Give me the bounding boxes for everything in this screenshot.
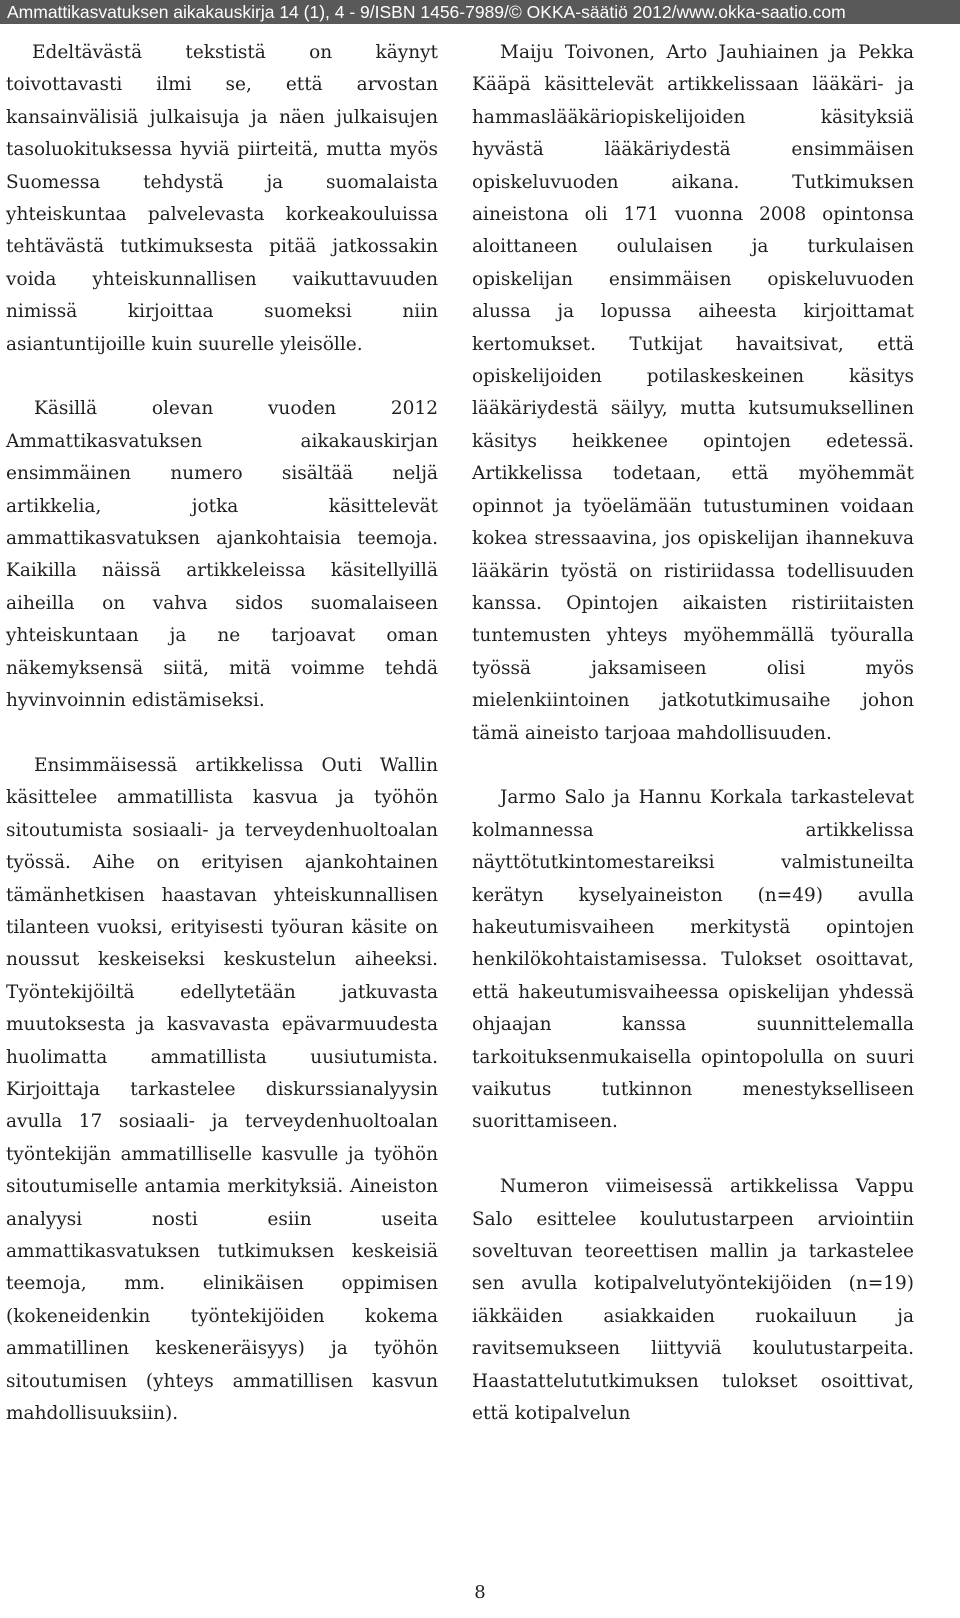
left-text-column [6,37,438,1463]
paragraph: Numeron viimeisessä artikkelissa Vappu Salo esittelee koulutustarpeen arviointiin soveltuvan teoreettisen mallin ja tarkastelee sen avulla kotipalvelutyöntekijöiden (n=19) iäkkäiden asiakkaiden ruokailuun ja ravitsemukseen liittyviä koulutustarpeita. Haastattelututkimuksen tulokset osoittivat, että kotipalvelun [472,1176,914,1425]
journal-header-bar [0,0,960,24]
paragraph: Käsillä olevan vuoden 2012 Ammattikasvatuksen aikakauskirjan ensimmäinen numero sisältää neljä artikkelia, jotka käsittelevät ammattikasvatuksen ajankohtaisia teemoja. Kaikilla näissä artikkeleissa käsitellyillä aiheilla on vahva sidos suomalaiseen yhteiskuntaan ja ne tarjoavat oman näkemyksensä siitä, mitä voimme tehdä hyvinvoinnin edistämiseksi. [6,398,438,712]
page-number: 8 [474,1582,486,1603]
journal-header-text: Ammattikasvatuksen aikakauskirja 14 (1), 4 - 9/ISBN 1456-7989/© OKKA-säätiö 2012/www.okka-saatio.com [7,2,846,22]
paragraph: Edeltävästä tekstistä on käynyt toivottavasti ilmi se, että arvostan kansainvälisiä julkaisuja ja näen julkaisujen tasoluokituksessa hyviä piirteitä, mutta myös Suomessa tehdystä ja suomalaista yhteiskuntaa palvelevasta korkeakouluissa tehtävästä tutkimuksesta pitää jatkossakin voida yhteiskunnallisen vaikuttavuuden nimissä kirjoittaa suomeksi niin asiantuntijoille kuin suurelle yleisölle. [6,42,438,355]
paragraph: Jarmo Salo ja Hannu Korkala tarkastelevat kolmannessa artikkelissa näyttötutkintomestareiksi valmistuneilta kerätyn kyselyaineiston (n=49) avulla hakeutumisvaiheen merkitystä opintojen henkilökohtaistamisessa. Tulokset osoittavat, että hakeutumisvaiheessa opiskelijan yhdessä ohjaajan kanssa suunnittelemalla tarkoituksenmukaisella opintopolulla on suuri vaikutus tutkinnon menestykselliseen suorittamiseen. [472,787,914,1133]
paragraph: Ensimmäisessä artikkelissa Outi Wallin käsittelee ammatillista kasvua ja työhön sitoutumista sosiaali- ja terveydenhuoltoalan työssä. Aihe on erityisen ajankohtainen tämänhetkisen haastavan yhteiskunnallisen tilanteen vuoksi, erityisesti työuran käsite on noussut keskeiseksi keskustelun aiheeksi. Työntekijöiltä edellytetään jatkuvasta muutoksesta ja kasvavasta epävarmuudesta huolimatta ammatillista uusiutumista. Kirjoittaja tarkastelee diskurssianalyysin avulla 17 sosiaali- ja terveydenhuoltoalan työntekijän ammatilliselle kasvulle ja työhön sitoutumiselle antamia merkityksiä. Aineiston analyysi nosti esiin useita ammattikasvatuksen tutkimuksen keskeisiä teemoja, mm. elinikäisen oppimisen (kokeneidenkin työntekijöiden kokema ammatillinen keskeneräisyys) ja työhön sitoutumisen (yhteys ammatillisen kasvun mahdollisuuksiin). [6,754,438,1425]
right-text-column [472,37,914,1463]
paragraph: Maiju Toivonen, Arto Jauhiainen ja Pekka Kääpä käsittelevät artikkelissaan lääkäri- ja hammaslääkäriopiskelijoiden käsityksiä hyvästä lääkäriydestä ensimmäisen opiskeluvuoden aikana. Tutkimuksen aineistona oli 171 vuonna 2008 opintonsa aloittaneen oululaisen ja turkulaisen opiskelijan ensimmäisen opiskeluvuoden alussa ja lopussa aiheesta kirjoittamat kertomukset. Tutkijat havaitsivat, että opiskelijoiden potilaskeskeinen käsitys lääkäriydestä säilyy, mutta kutsumuksellinen käsitys heikkenee opintojen edetessä. Artikkelissa todetaan, että myöhemmät opinnot ja työelämään tutustuminen voidaan kokea stressaavina, jos opiskelijan ihannekuva lääkärin työstä on ristiriidassa todellisuuden kanssa. Opintojen aikaisten ristiriitaisten tuntemusten yhteys myöhemmällä työuralla työssä jaksamiseen olisi myös mielenkiintoinen jatkotutkimusaihe johon tämä aineisto tarjoaa mahdollisuuden. [472,42,914,744]
